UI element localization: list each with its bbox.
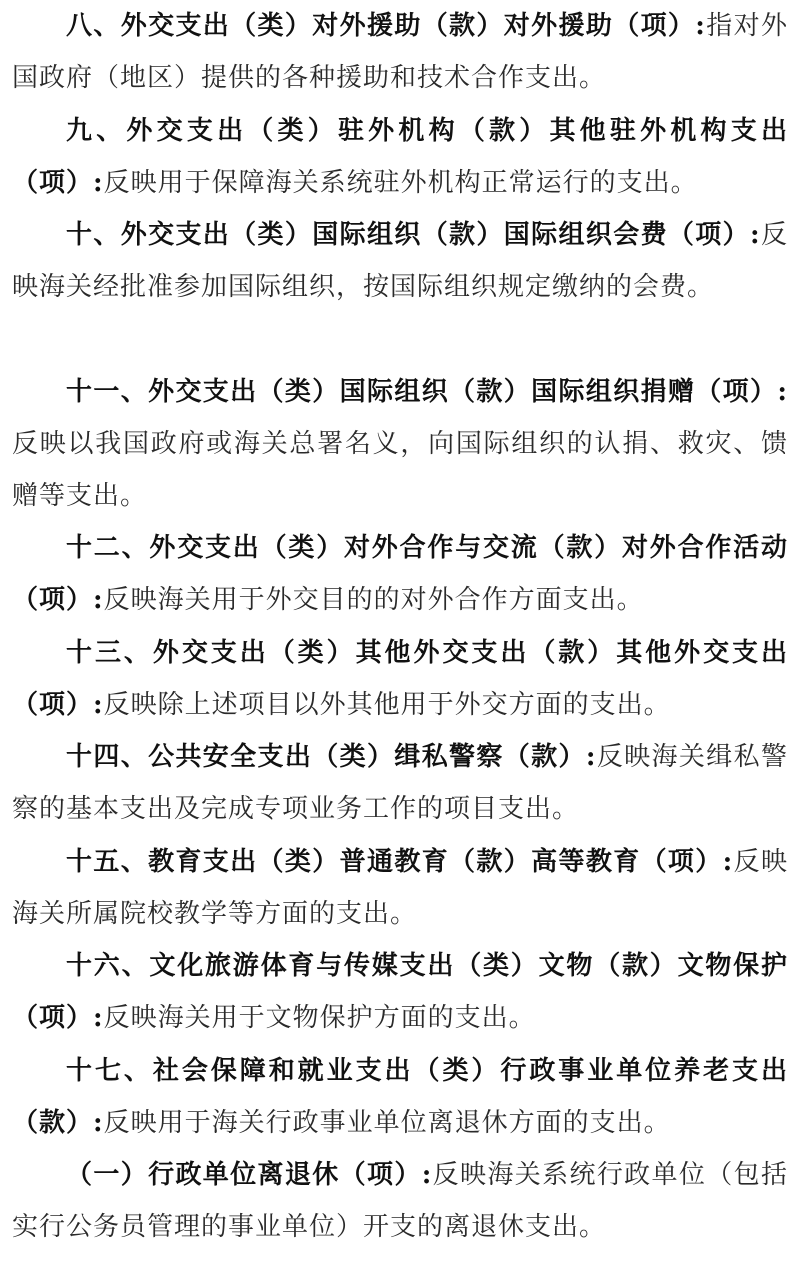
section-12-heading: 十二、外交支出（类）对外合作与交流（款）对外合作活动（项）:: [12, 533, 788, 615]
section-17: [12, 1045, 788, 1149]
section-9-body: 反映用于保障海关系统驻外机构正常运行的支出。: [103, 168, 698, 198]
section-16-body: 反映海关用于文物保护方面的支出。: [103, 1003, 536, 1033]
section-14-heading: 十四、公共安全支出（类）缉私警察（款）:: [66, 742, 597, 772]
section-11-body: 反映以我国政府或海关总署名义，向国际组织的认捐、救灾、馈赠等支出。: [12, 429, 788, 511]
section-9-heading: 九、外交支出（类）驻外机构（款）其他驻外机构支出（项）:: [12, 116, 788, 198]
section-17-body: 反映用于海关行政事业单位离退休方面的支出。: [103, 1108, 671, 1138]
section-12: [12, 522, 788, 626]
section-14-body: 反映海关缉私警察的基本支出及完成专项业务工作的项目支出。: [12, 742, 788, 824]
section-17-1: [12, 1149, 788, 1253]
section-14: [12, 731, 788, 835]
section-15: [12, 836, 788, 940]
section-17-heading: 十七、社会保障和就业支出（类）行政事业单位养老支出（款）:: [12, 1056, 788, 1138]
section-11-heading: 十一、外交支出（类）国际组织（款）国际组织捐赠（项）:: [66, 377, 788, 407]
section-15-body: 反映海关所属院校教学等方面的支出。: [12, 847, 788, 929]
section-9: [12, 105, 788, 209]
section-8-body: 指对外国政府（地区）提供的各种援助和技术合作支出。: [12, 11, 788, 93]
section-13-heading: 十三、外交支出（类）其他外交支出（款）其他外交支出（项）:: [12, 638, 788, 720]
section-8: [12, 0, 788, 104]
section-8-heading: 八、外交支出（类）对外援助（款）对外援助（项）:: [66, 11, 706, 41]
section-17-1-body: 反映海关系统行政单位（包括实行公务员管理的事业单位）开支的离退休支出。: [12, 1160, 788, 1242]
section-17-1-heading: （一）行政单位离退休（项）:: [66, 1160, 433, 1190]
section-13: [12, 627, 788, 731]
section-10: [12, 209, 788, 313]
section-10-body: 反映海关经批准参加国际组织，按国际组织规定缴纳的会费。: [12, 220, 788, 302]
section-13-body: 反映除上述项目以外其他用于外交方面的支出。: [103, 690, 671, 720]
section-15-heading: 十五、教育支出（类）普通教育（款）高等教育（项）:: [66, 847, 734, 877]
section-16-heading: 十六、文化旅游体育与传媒支出（类）文物（款）文物保护（项）:: [12, 951, 788, 1033]
section-10-heading: 十、外交支出（类）国际组织（款）国际组织会费（项）:: [66, 220, 761, 250]
section-12-body: 反映海关用于外交目的的对外合作方面支出。: [103, 585, 644, 615]
section-11: [12, 366, 788, 522]
section-16: [12, 940, 788, 1044]
